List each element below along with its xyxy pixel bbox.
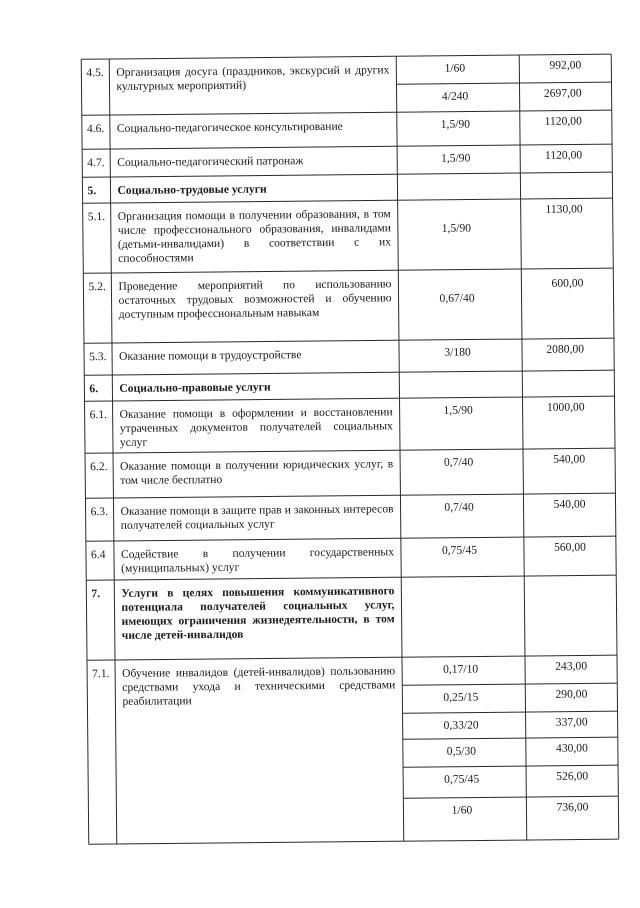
price-value: 540,00	[553, 452, 586, 466]
service-name: Социально-трудовые услуги	[117, 182, 267, 197]
price-value: 1120,00	[544, 148, 583, 162]
service-name: Обучение инвалидов (детей-инвалидов) пользованию средствами ухода и техническими средствами реабилитации	[122, 664, 396, 708]
time-norm: 4/240	[441, 89, 469, 103]
price-value: 243,00	[555, 659, 588, 673]
service-name: Социально-правовые услуги	[119, 380, 271, 395]
sub-row-border-13-3	[403, 765, 618, 767]
row-border-4	[83, 268, 613, 273]
time-norm: 0,67/40	[439, 291, 475, 305]
row-border-2	[82, 172, 612, 177]
row-number: 7.	[91, 587, 101, 601]
sub-row-border-13-0	[402, 683, 617, 685]
service-name: Организация досуга (праздников, экскурсий и других культурных мероприятий)	[116, 63, 390, 93]
price-value: 992,00	[549, 58, 582, 72]
time-norm: 1,5/90	[443, 403, 473, 417]
time-norm: 0,7/40	[443, 455, 474, 469]
row-number: 4.5.	[86, 66, 104, 80]
service-name: Оказание помощи в оформлении и восстановлении утраченных документов получателей социальных услуг	[119, 405, 393, 449]
price-value: 2697,00	[543, 86, 582, 100]
price-value: 736,00	[556, 800, 589, 814]
row-number: 6.1.	[89, 408, 108, 422]
time-norm: 1,5/90	[441, 221, 472, 235]
time-norm: 1/60	[444, 61, 466, 75]
service-name: Услуги в целях повышения коммуникативного потенциала получателей социальных услуг, имеющих ограничения жизнедеятельности, в том числе детей-инвалидов	[121, 584, 395, 642]
time-norm: 1/60	[451, 803, 473, 817]
price-value: 337,00	[555, 715, 588, 729]
row-number: 6.	[89, 382, 99, 396]
price-value: 290,00	[555, 687, 588, 701]
time-norm: 0,5/30	[446, 744, 477, 758]
service-name: Оказание помощи в защите прав и законных интересов получателей социальных услуг	[120, 502, 394, 532]
time-norm: 1,5/90	[440, 117, 471, 131]
time-norm: 0,25/15	[443, 690, 479, 704]
sub-row-border-0-0	[396, 82, 611, 84]
price-value: 560,00	[553, 540, 587, 554]
price-value: 2080,00	[546, 342, 585, 356]
row-border-11	[86, 575, 616, 580]
price-value: 600,00	[551, 276, 584, 290]
service-name: Содействие в получении государственных (муниципальных) услуг	[120, 545, 395, 575]
time-norm: 0,75/45	[441, 543, 478, 557]
time-norm: 0,75/45	[444, 772, 480, 786]
sub-row-border-13-2	[403, 737, 618, 739]
sub-row-border-13-4	[403, 796, 618, 798]
price-value: 1130,00	[545, 202, 583, 216]
price-value: 1120,00	[544, 114, 582, 128]
time-norm: 1,5/90	[440, 151, 471, 165]
row-number: 4.7.	[87, 156, 105, 170]
row-number: 4.6.	[86, 122, 105, 136]
row-number: 5.1.	[87, 210, 106, 224]
time-norm: 0,33/20	[443, 718, 479, 732]
time-norm: 3/180	[444, 345, 471, 359]
row-number: 5.	[87, 184, 97, 198]
row-number: 6.2.	[90, 460, 108, 474]
row-border-6	[84, 370, 614, 375]
time-norm: 0,7/40	[444, 500, 474, 514]
row-number: 6.4	[90, 548, 106, 562]
row-number: 5.2.	[88, 280, 106, 294]
row-border-13	[89, 839, 619, 844]
row-number: 7.1.	[92, 667, 110, 681]
price-value: 430,00	[555, 741, 588, 755]
price-value: 540,00	[553, 497, 586, 511]
service-name: Оказание помощи в трудоустройстве	[119, 348, 302, 363]
service-name: Оказание помощи в получении юридических услуг, в том числе бесплатно	[120, 457, 394, 487]
time-norm: 0,17/10	[442, 662, 479, 676]
sub-row-border-13-1	[403, 711, 618, 713]
price-value: 1000,00	[546, 400, 585, 414]
row-number: 5.3.	[89, 350, 107, 364]
service-name: Социально-педагогический патронаж	[117, 154, 304, 169]
service-name: Проведение мероприятий по использованию остаточных трудовых возможностей и обучению доступным профессиональным навыкам	[118, 277, 392, 321]
service-name: Социально-педагогическое консультирование	[116, 119, 343, 135]
service-name: Организация помощи в получении образования, в том числе профессионального образования, инвалидами (детьми-инвалидами) в соответствии с их способностями	[117, 207, 392, 265]
price-value: 526,00	[556, 769, 589, 783]
row-number: 6.3.	[90, 505, 109, 519]
